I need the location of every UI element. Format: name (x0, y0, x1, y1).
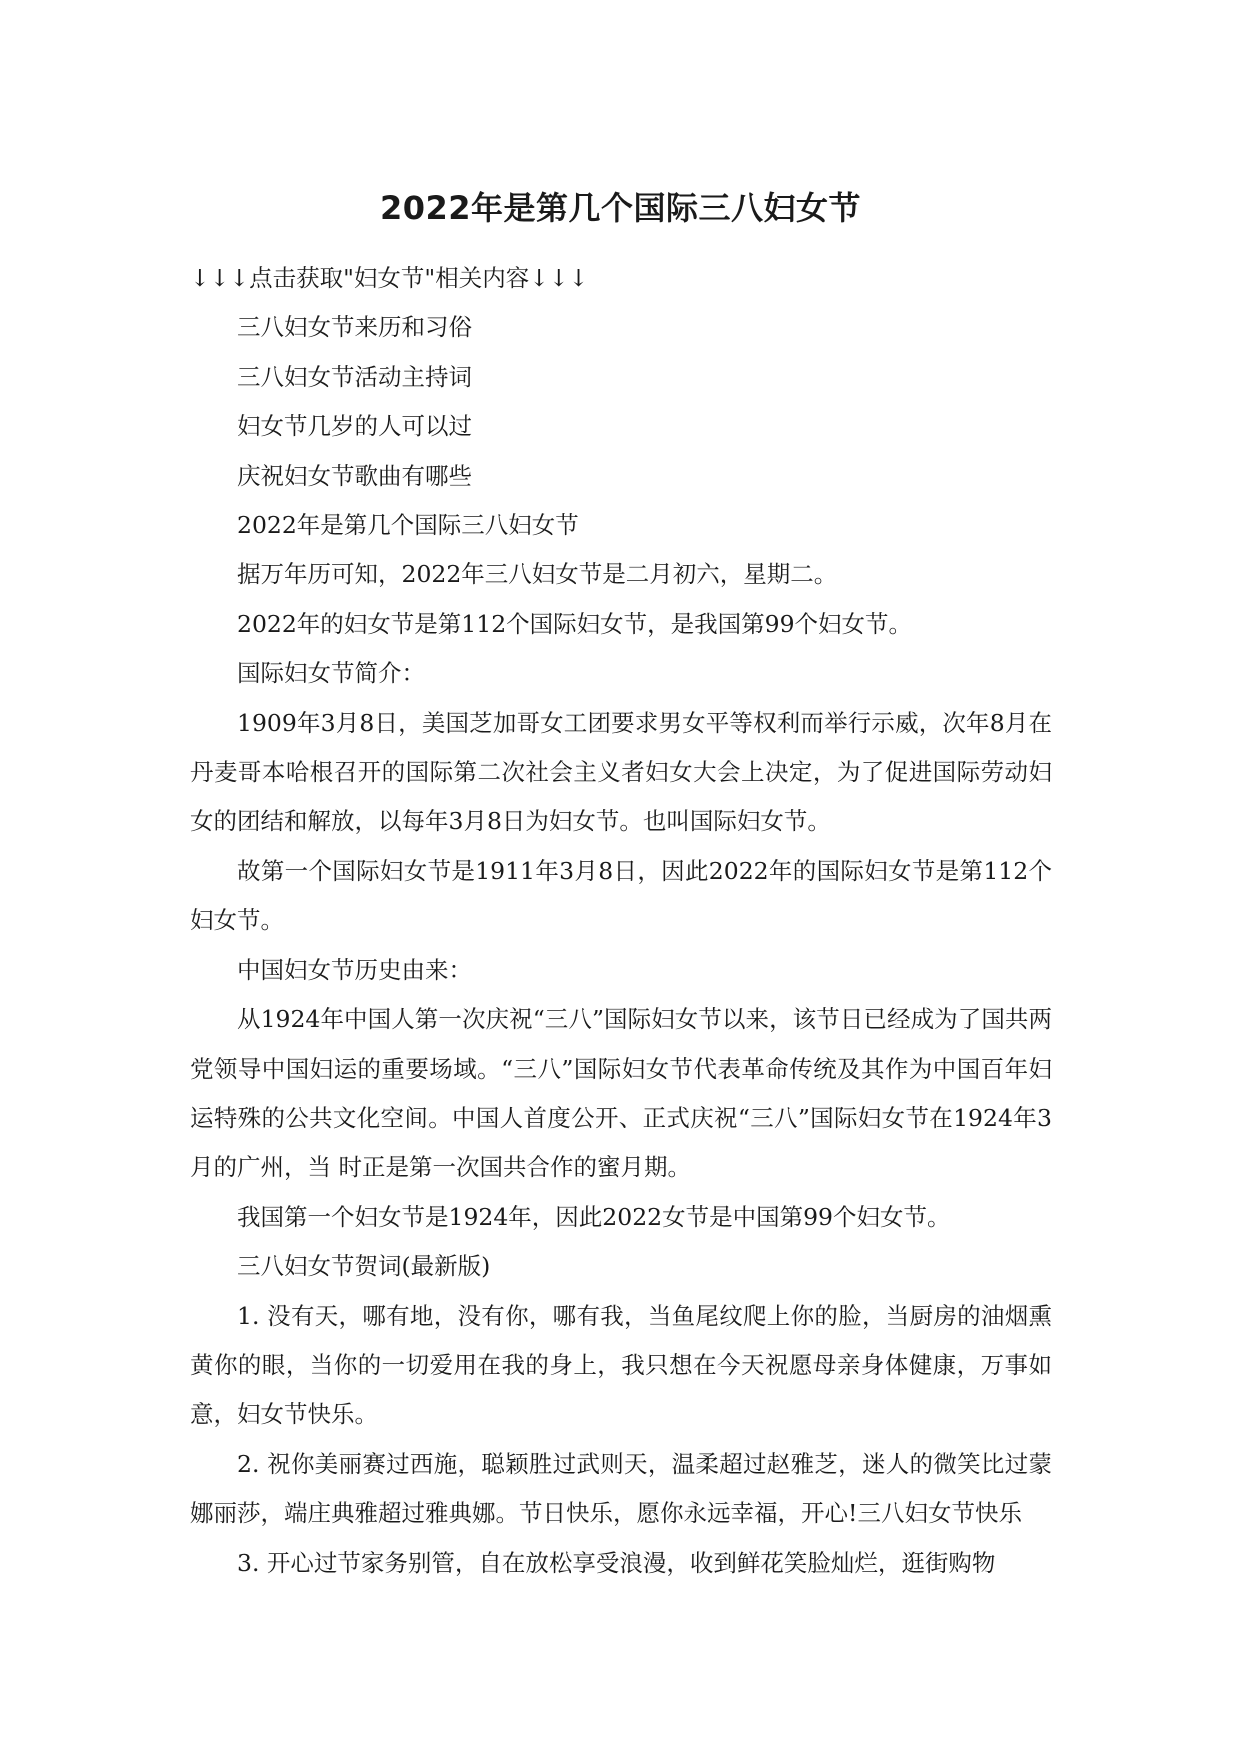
paragraph: 从1924年中国人第一次庆祝“三八”国际妇女节以来，该节日已经成为了国共两党领导中国妇运的重要场域。“三八”国际妇女节代表革命传统及其作为中国百年妇运特殊的公共文化空间。中国人首度公开、正式庆祝“三八”国际妇女节在1924年3月的广州，当 时正是第一次国共合作的蜜月期。 (190, 1005, 1052, 1182)
paragraph: 3. 开心过节家务别管，自在放松享受浪漫，收到鲜花笑脸灿烂，逛街购物 (237, 1548, 996, 1577)
paragraph: 三八妇女节贺词(最新版) (237, 1252, 491, 1281)
paragraph: ↓↓↓点击获取"妇女节"相关内容↓↓↓ (190, 264, 589, 292)
paragraph: 国际妇女节简介： (237, 659, 425, 688)
paragraph: 2022年是第几个国际三八妇女节 (237, 511, 579, 540)
document-title: 2022年是第几个国际三八妇女节 (379, 189, 862, 227)
paragraph: 三八妇女节活动主持词 (237, 362, 472, 391)
paragraph: 2. 祝你美丽赛过西施，聪颖胜过武则天，温柔超过赵雅芝，迷人的微笑比过蒙娜丽莎，端庄典雅超过雅典娜。节日快乐，愿你永远幸福，开心!三八妇女节快乐 (190, 1449, 1052, 1528)
paragraph: 2022年的妇女节是第112个国际妇女节，是我国第99个妇女节。 (237, 609, 913, 638)
paragraph: 1909年3月8日，美国芝加哥女工团要求男女平等权利而举行示威，次年8月在丹麦哥本哈根召开的国际第二次社会主义者妇女大会上决定，为了促进国际劳动妇女的团结和解放，以每年3月8日为妇女节。也叫国际妇女节。 (190, 708, 1052, 836)
paragraph: 1. 没有天，哪有地，没有你，哪有我，当鱼尾纹爬上你的脸，当厨房的油烟熏黄你的眼，当你的一切爱用在我的身上，我只想在今天祝愿母亲身体健康，万事如意，妇女节快乐。 (190, 1301, 1052, 1429)
document-body (190, 254, 1052, 1588)
paragraph: 中国妇女节历史由来： (237, 955, 472, 984)
paragraph: 故第一个国际妇女节是1911年3月8日，因此2022年的国际妇女节是第112个妇女节。 (190, 856, 1052, 935)
paragraph: 庆祝妇女节歌曲有哪些 (237, 461, 472, 490)
paragraph: 妇女节几岁的人可以过 (237, 412, 472, 441)
paragraph: 据万年历可知，2022年三八妇女节是二月初六，星期二。 (237, 560, 838, 589)
paragraph: 我国第一个妇女节是1924年，因此2022女节是中国第99个妇女节。 (237, 1202, 951, 1231)
paragraph: 三八妇女节来历和习俗 (237, 313, 472, 342)
